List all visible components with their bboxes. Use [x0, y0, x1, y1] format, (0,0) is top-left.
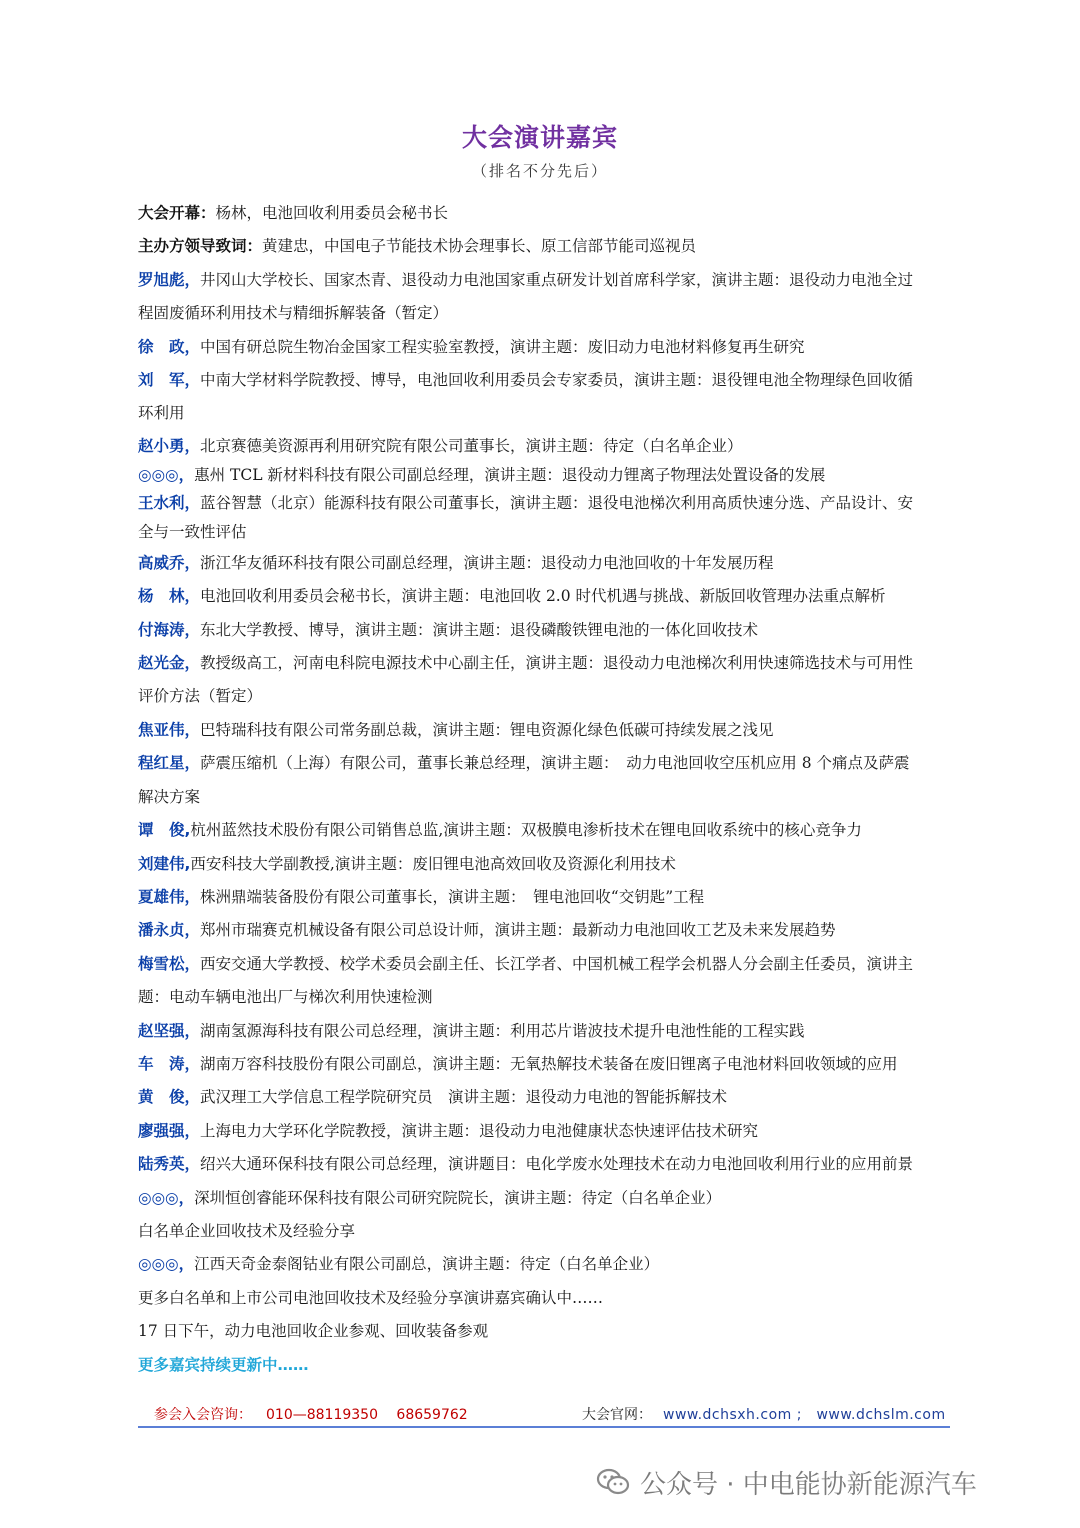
more-guests-note: 更多嘉宾持续更新中……: [138, 1355, 309, 1374]
speaker-entry: ◎◎◎，深圳恒创睿能环保科技有限公司研究院院长，演讲主题：待定（白名单企业）: [138, 1188, 722, 1207]
speaker-entry: 程红星，萨震压缩机（上海）有限公司，董事长兼总经理，演讲主题： 动力电池回收空压机应用 8 个痛点及萨震: [138, 754, 910, 773]
intro-opening: 大会开幕：杨林，电池回收利用委员会秘书长: [138, 204, 449, 222]
section-note: 白名单企业回收技术及经验分享: [138, 1221, 356, 1240]
speaker-entry: ◎◎◎，江西天奇金泰阁钴业有限公司副总，演讲主题：待定（白名单企业）: [138, 1255, 660, 1274]
speaker-entry: 黄 俊，武汉理工大学信息工程学院研究员 演讲主题：退役动力电池的智能拆解技术: [138, 1088, 728, 1107]
note-site-visit: 17 日下午，动力电池回收企业参观、回收装备参观: [138, 1322, 489, 1341]
speaker-entry: 夏雄伟，株洲鼎端装备股份有限公司董事长，演讲主题： 锂电池回收“交钥匙”工程: [138, 887, 705, 906]
speaker-entry: 刘建伟,西安科技大学副教授,演讲主题：废旧锂电池高效回收及资源化利用技术: [138, 854, 676, 873]
speaker-entry: 廖强强，上海电力大学环化学院教授，演讲主题：退役动力电池健康状态快速评估技术研究: [138, 1121, 759, 1140]
speaker-entry-cont: 评价方法（暂定）: [138, 687, 263, 706]
speaker-entry: 刘 军，中南大学材料学院教授、博导，电池回收利用委员会专家委员，演讲主题：退役锂电池全物理绿色回收循: [138, 371, 914, 390]
speaker-entry: 杨 林，电池回收利用委员会秘书长，演讲主题：电池回收 2.0 时代机遇与挑战、新版回收管理办法重点解析: [138, 587, 886, 606]
speaker-entry: 徐 政，中国有研总院生物冶金国家工程实验室教授，演讲主题：废旧动力电池材料修复再生研究: [138, 337, 805, 356]
speaker-entry: 付海涛，东北大学教授、博导，演讲主题：演讲主题：退役磷酸铁锂电池的一体化回收技术: [138, 620, 759, 639]
page-title: 大会演讲嘉宾: [461, 123, 618, 152]
note-more-confirming: 更多白名单和上市公司电池回收技术及经验分享演讲嘉宾确认中……: [138, 1288, 604, 1307]
contact-label: 参会入会咨询：: [154, 1407, 252, 1423]
contact-phone: 010—88119350 68659762: [266, 1407, 468, 1423]
speaker-entry: 潘永贞，郑州市瑞赛克机械设备有限公司总设计师，演讲主题：最新动力电池回收工艺及未来发展趋势: [138, 921, 836, 940]
page-subtitle: （排名不分先后）: [471, 162, 608, 180]
watermark-text: 公众号 · 中电能协新能源汽车: [640, 1469, 977, 1500]
speaker-entry: ◎◎◎，惠州 TCL 新材料科技有限公司副总经理，演讲主题：退役动力锂离子物理法处置设备的发展: [138, 465, 826, 484]
wechat-icon: [596, 1467, 630, 1497]
speaker-list: [138, 197, 954, 1382]
wechat-watermark: [596, 1462, 977, 1502]
site-label: 大会官网：: [582, 1407, 652, 1423]
speaker-entry-cont: 环利用: [138, 404, 185, 423]
speaker-entry: 焦亚伟，巴特瑞科技有限公司常务副总裁，演讲主题：锂电资源化绿色低碳可持续发展之浅见: [138, 720, 774, 739]
speaker-entry: 赵坚强，湖南氢源海科技有限公司总经理，演讲主题：利用芯片谐波技术提升电池性能的工程实践: [138, 1021, 805, 1040]
speaker-entry-cont: 全与一致性评估: [138, 522, 247, 541]
speaker-entry: 赵小勇，北京赛德美资源再利用研究院有限公司董事长，演讲主题：待定（白名单企业）: [138, 436, 743, 455]
speaker-entry: 陆秀英，绍兴大通环保科技有限公司总经理，演讲题目：电化学废水处理技术在动力电池回收利用行业的应用前景: [138, 1155, 914, 1174]
site-url-link[interactable]: www.dchsxh.com ; www.dchslm.com: [663, 1407, 946, 1423]
speaker-entry: 王水利，蓝谷智慧（北京）能源科技有限公司董事长，演讲主题：退役电池梯次利用高质快速分选、产品设计、安: [138, 493, 914, 512]
speaker-entry-cont: 程固废循环利用技术与精细拆解装备（暂定）: [138, 304, 449, 323]
speaker-entry: 赵光金，教授级高工，河南电科院电源技术中心副主任，演讲主题：退役动力电池梯次利用快速筛选技术与可用性: [138, 654, 914, 673]
speaker-entry-cont: 解决方案: [138, 787, 201, 806]
intro-host-speech: 主办方领导致词：黄建忠，中国电子节能技术协会理事长、原工信部节能司巡视员: [138, 237, 697, 256]
speaker-entry: 罗旭彪，井冈山大学校长、国家杰青、退役动力电池国家重点研发计划首席科学家，演讲主题：退役动力电池全过: [138, 270, 914, 289]
speaker-entry: 谭 俊,杭州蓝然技术股份有限公司销售总监,演讲主题：双极膜电渗析技术在锂电回收系统中的核心竞争力: [138, 821, 862, 840]
speaker-entry: 梅雪松，西安交通大学教授、校学术委员会副主任、长江学者、中国机械工程学会机器人分会副主任委员，演讲主: [138, 954, 914, 973]
footer-contact-bar: [138, 1400, 950, 1428]
speaker-entry: 高威乔，浙江华友循环科技有限公司副总经理，演讲主题：退役动力电池回收的十年发展历程: [138, 553, 774, 572]
speaker-entry: 车 涛，湖南万容科技股份有限公司副总，演讲主题：无氧热解技术装备在废旧锂离子电池材料回收领域的应用: [138, 1054, 898, 1073]
speaker-entry-cont: 题：电动车辆电池出厂与梯次利用快速检测: [138, 988, 433, 1007]
